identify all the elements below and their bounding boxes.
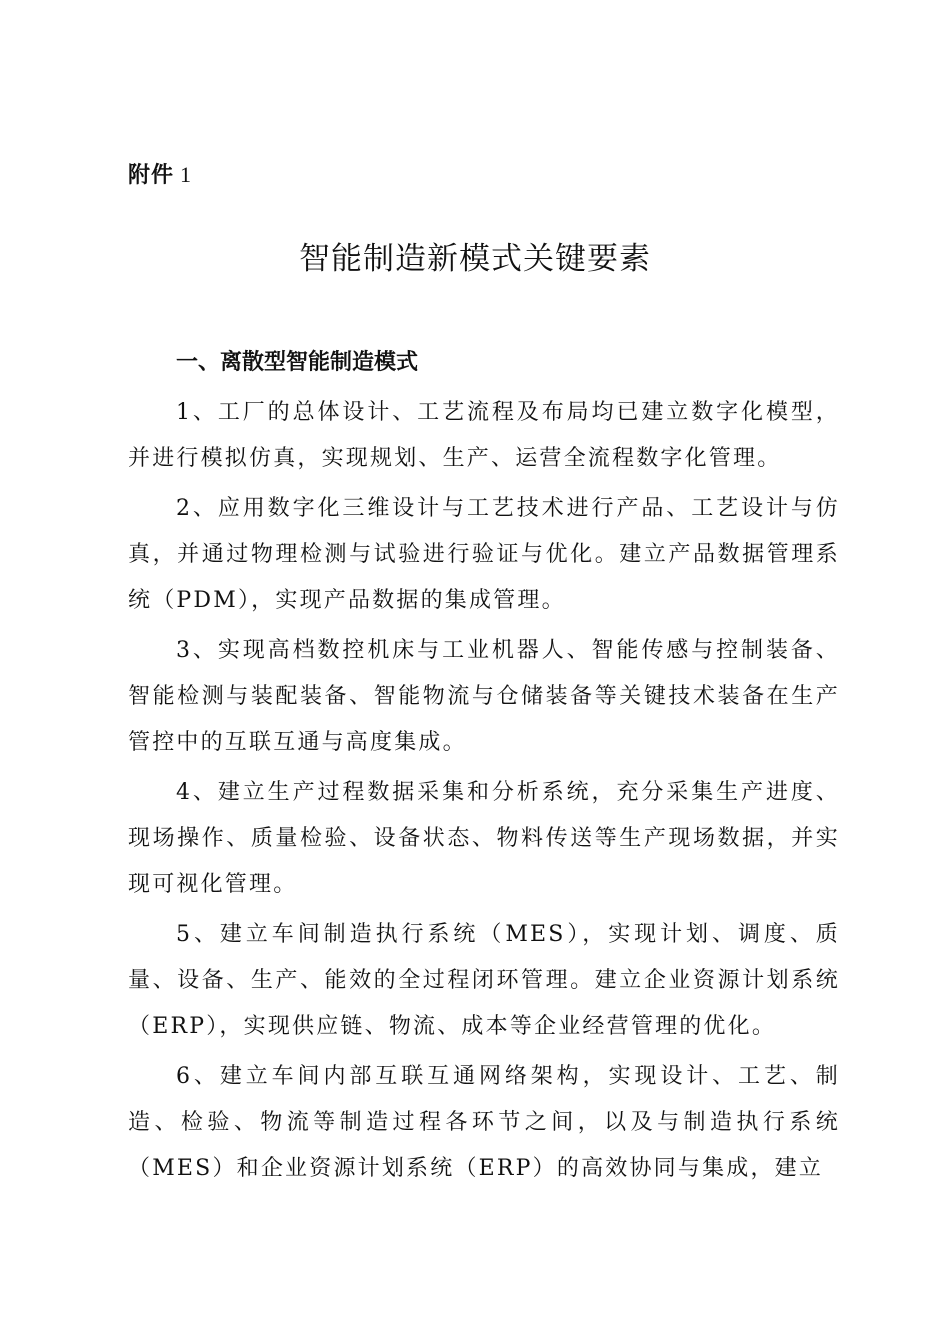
paragraph-6: 6、建立车间内部互联互通网络架构，实现设计、工艺、制造、检验、物流等制造过程各环节之间，以及与制造执行系统（MES）和企业资源计划系统（ERP）的高效协同与集成，建立 xyxy=(128,1064,840,1181)
section-heading: 一、离散型智能制造模式 xyxy=(176,350,419,375)
paragraph-4: 4、建立生产过程数据采集和分析系统，充分采集生产进度、现场操作、质量检验、设备状态、物料传送等生产现场数据，并实现可视化管理。 xyxy=(128,780,840,897)
paragraph-2: 2、应用数字化三维设计与工艺技术进行产品、工艺设计与仿真，并通过物理检测与试验进行验证与优化。建立产品数据管理系统（PDM），实现产品数据的集成管理。 xyxy=(128,496,840,613)
document-body xyxy=(128,340,840,1196)
paragraph-1: 1、工厂的总体设计、工艺流程及布局均已建立数字化模型，并进行模拟仿真，实现规划、生产、运营全流程数字化管理。 xyxy=(128,400,840,471)
paragraph-5: 5、建立车间制造执行系统（MES），实现计划、调度、质量、设备、生产、能效的全过程闭环管理。建立企业资源计划系统（ERP），实现供应链、物流、成本等企业经营管理的优化。 xyxy=(128,922,840,1039)
attachment-text: 附件 xyxy=(128,163,175,188)
attachment-label xyxy=(128,158,192,189)
document-title: 智能制造新模式关键要素 xyxy=(299,241,651,277)
paragraph-3: 3、实现高档数控机床与工业机器人、智能传感与控制装备、智能检测与装配装备、智能物流与仓储装备等关键技术装备在生产管控中的互联互通与高度集成。 xyxy=(128,638,840,755)
attachment-number: 1 xyxy=(180,162,193,187)
